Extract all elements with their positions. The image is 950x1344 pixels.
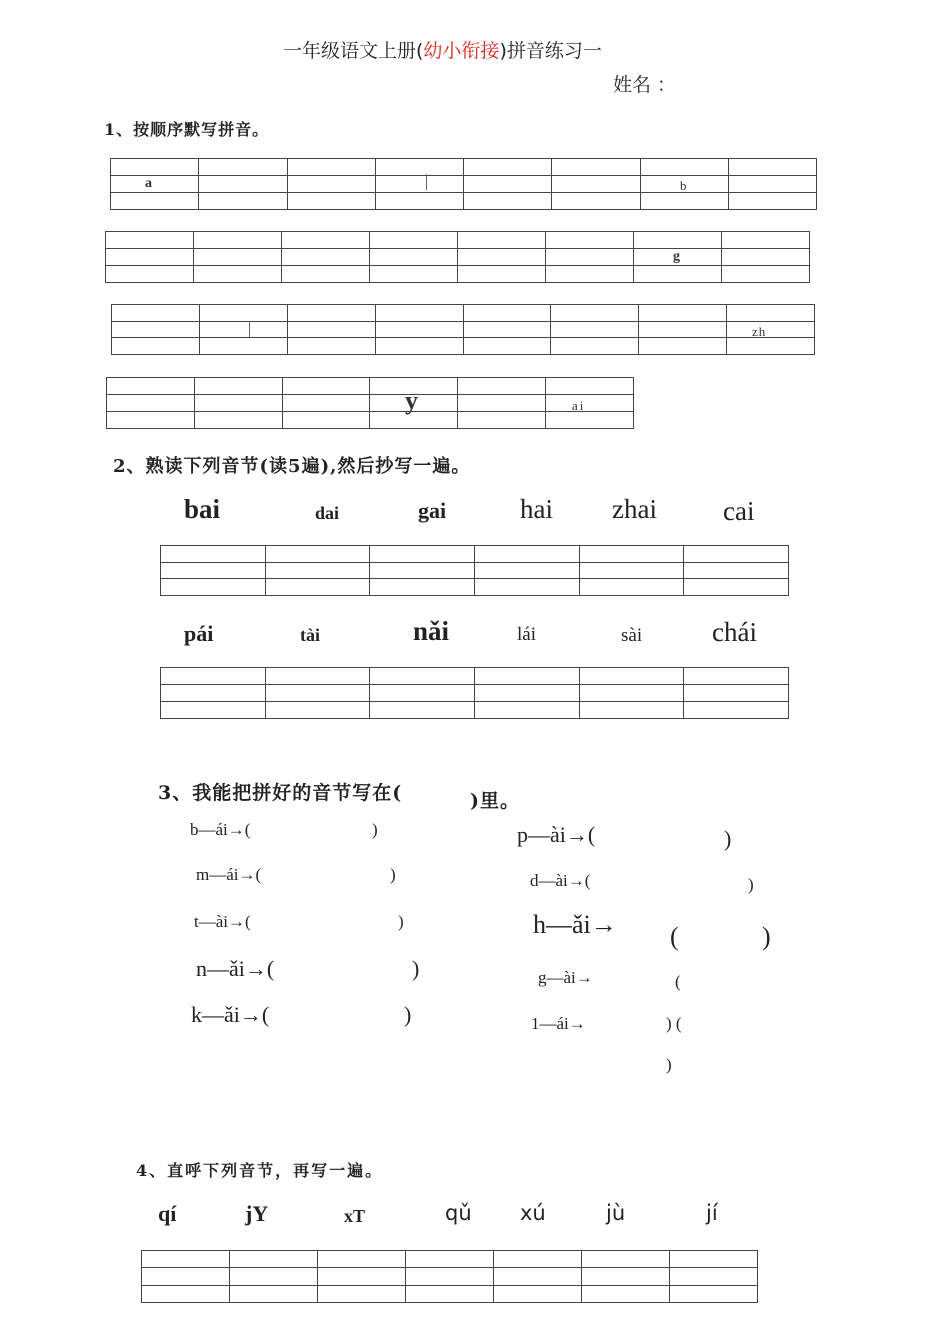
syllable: gai — [418, 498, 447, 523]
blend-expression: g—ài→ — [538, 968, 593, 987]
answer-paren-close[interactable]: ) — [390, 865, 396, 884]
blend-expression: m—ái→( — [196, 865, 262, 884]
answer-paren-close[interactable]: ) — [398, 912, 404, 931]
copy-grid-3[interactable] — [141, 1250, 758, 1303]
syllable: bai — [184, 494, 221, 524]
blend-expression: p—ài→( — [517, 822, 596, 847]
name-label: 姓名 ： — [613, 74, 677, 96]
blend-expression: h—ǎi→ — [533, 910, 617, 939]
answer-paren-close[interactable]: ) — [724, 826, 732, 851]
blend-expression: t—ài→( — [194, 912, 251, 931]
syllable: cai — [723, 496, 755, 526]
section1-heading: 1、按顺序默写拼音。 — [104, 120, 270, 139]
blend-expression: b—ái→( — [190, 820, 251, 839]
pinyin-grid-4[interactable] — [106, 377, 634, 429]
grid-label-y: y — [405, 386, 418, 415]
answer-paren-close[interactable]: ) — [372, 820, 378, 839]
syllable: pái — [184, 621, 214, 646]
blend-expression: 1—ái→ — [531, 1014, 586, 1033]
answer-paren-open[interactable]: ( — [670, 922, 679, 951]
syllable: dai — [315, 503, 340, 523]
answer-paren-open[interactable]: ( — [675, 972, 681, 991]
syllable: jí — [706, 1201, 718, 1225]
pinyin-grid-3[interactable] — [111, 304, 815, 355]
grid-label-zh: zh — [752, 324, 767, 339]
syllable: xú — [520, 1201, 546, 1225]
syllable: jY — [245, 1201, 269, 1226]
copy-grid-2[interactable] — [160, 667, 789, 719]
grid-label-ai: ai — [572, 398, 586, 413]
answer-paren-close[interactable]: ) — [748, 875, 754, 894]
answer-paren-close[interactable]: ) — [412, 956, 420, 981]
grid-label-a: a — [145, 176, 152, 191]
grid-label-b: b — [680, 178, 687, 193]
page-title: 一年级语文上册(幼小衔接)拼音练习一 — [283, 40, 602, 62]
answer-paren-close[interactable]: ) — [404, 1002, 412, 1027]
section2-heading: 2、熟读下列音节(读5遍),然后抄写一遍。 — [113, 456, 471, 477]
section3-heading: 3、我能把拼好的音节写在( — [158, 782, 403, 804]
copy-grid-1[interactable] — [160, 545, 789, 596]
syllable: xT — [344, 1206, 366, 1226]
answer-paren-close[interactable]: ) — [762, 922, 771, 951]
blend-expression: d—ài→( — [530, 871, 591, 890]
title-highlight: 幼小衔接 — [423, 40, 500, 62]
pinyin-grid-1[interactable] — [110, 158, 817, 210]
grid-mark — [249, 321, 250, 337]
syllable: zhai — [612, 494, 657, 524]
answer-paren-close[interactable]: ) — [666, 1055, 672, 1074]
grid-mark — [426, 174, 427, 190]
syllable: chái — [712, 617, 757, 647]
pinyin-grid-2[interactable] — [105, 231, 810, 283]
answer-paren-mid[interactable]: ) ( — [666, 1014, 682, 1033]
syllable: qí — [158, 1201, 177, 1226]
section3-heading-end: )里。 — [470, 790, 520, 812]
section4-heading: 4、直呼下列音节，再写一遍。 — [136, 1161, 384, 1180]
syllable: qǔ — [445, 1201, 472, 1225]
grid-label-g: g — [673, 249, 680, 264]
syllable: lái — [517, 624, 536, 645]
syllable: nǎi — [413, 616, 450, 646]
syllable: jù — [606, 1201, 626, 1225]
syllable: hai — [520, 494, 553, 524]
syllable: sài — [621, 625, 643, 646]
blend-expression: k—ǎi→( — [191, 1002, 270, 1027]
syllable: tài — [300, 625, 320, 645]
blend-expression: n—ǎi→( — [196, 956, 275, 981]
